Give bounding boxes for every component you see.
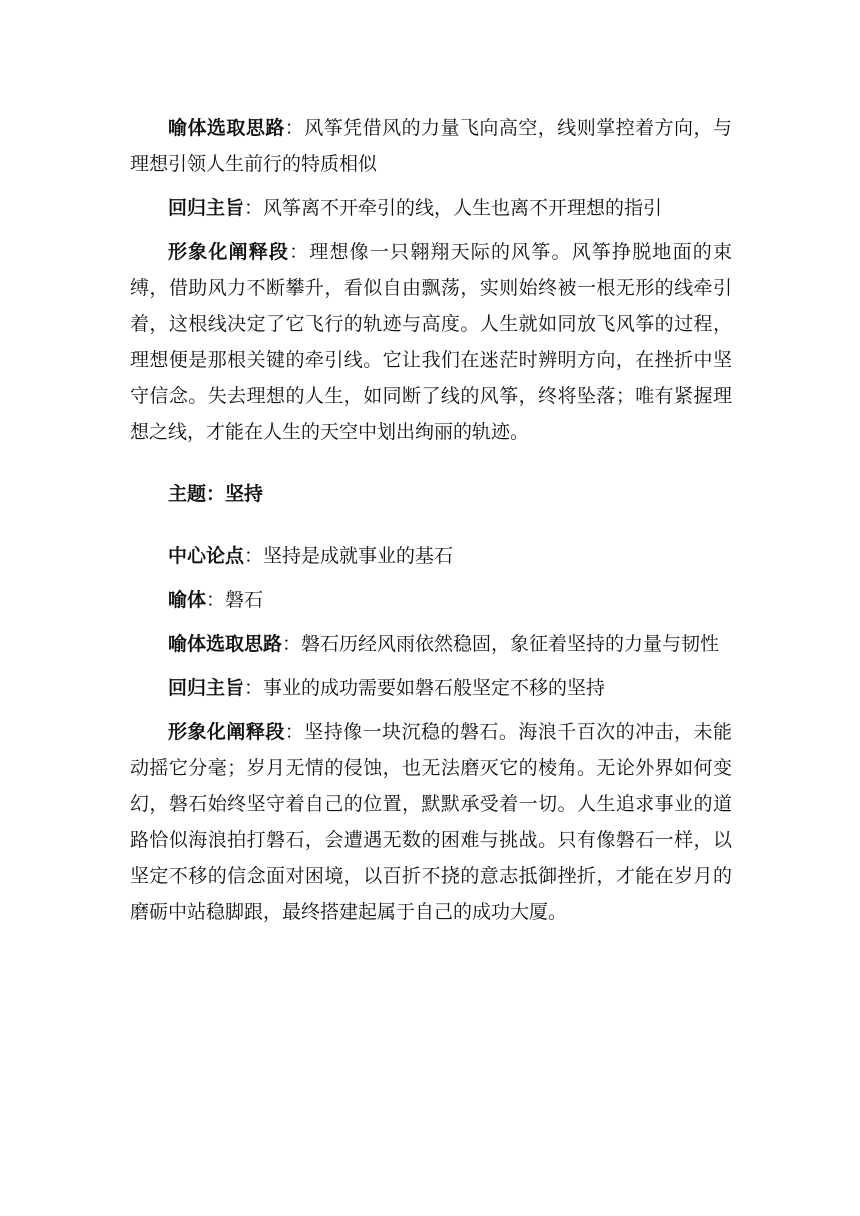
central-argument-text: 坚持是成就事业的基石 (263, 545, 454, 567)
rock-return-theme-label: 回归主旨 (168, 677, 245, 699)
vehicle-text: 磐石 (225, 589, 264, 611)
kite-return-theme-label: 回归主旨 (168, 197, 245, 219)
kite-vehicle-reason (130, 110, 732, 182)
rock-vehicle-reason-sep: ： (282, 633, 302, 655)
kite-imagery-label: 形象化阐释段 (168, 241, 290, 263)
rock-return-theme (130, 670, 732, 706)
rock-vehicle-reason (130, 626, 732, 662)
kite-return-theme-sep: ： (244, 197, 264, 219)
kite-imagery-paragraph (130, 234, 732, 450)
rock-imagery-paragraph (130, 714, 732, 930)
kite-vehicle-reason-text: 风筝凭借风的力量飞向高空，线则掌控着方向，与理想引领人生前行的特质相似 (130, 117, 732, 175)
rock-return-theme-sep: ： (244, 677, 264, 699)
rock-imagery-label: 形象化阐释段 (168, 721, 285, 743)
rock-imagery-text: 坚持像一块沉稳的磐石。海浪千百次的冲击，未能动摇它分毫；岁月无情的侵蚀，也无法磨灭它的棱角。无论外界如何变幻，磐石始终坚守着自己的位置，默默承受着一切。人生追求事业的道路恰似海浪拍打磐石，会遭遇无数的困难与挑战。只有像磐石一样，以坚定不移的信念面对困境，以百折不挠的意志抵御挫折，才能在岁月的磨砺中站稳脚跟，最终搭建起属于自己的成功大厦。 (130, 721, 732, 923)
kite-imagery-sep: ： (289, 241, 310, 263)
rock-imagery-sep: ： (284, 721, 305, 743)
central-argument (130, 538, 732, 574)
kite-vehicle-reason-sep: ： (284, 117, 305, 139)
document-page (130, 110, 732, 930)
rock-vehicle-reason-label: 喻体选取思路 (168, 633, 283, 655)
vehicle (130, 582, 732, 618)
central-argument-label: 中心论点 (168, 545, 245, 567)
kite-return-theme (130, 190, 732, 226)
kite-return-theme-text: 风筝离不开牵引的线，人生也离不开理想的指引 (263, 197, 663, 219)
kite-imagery-text: 理想像一只翱翔天际的风筝。风筝挣脱地面的束缚，借助风力不断攀升，看似自由飘荡，实则始终被一根无形的线牵引着，这根线决定了它飞行的轨迹与高度。人生就如同放飞风筝的过程，理想便是那根关键的牵引线。它让我们在迷茫时辨明方向，在挫折中坚守信念。失去理想的人生，如同断了线的风筝，终将坠落；唯有紧握理想之线，才能在人生的天空中划出绚丽的轨迹。 (130, 241, 732, 443)
vehicle-label: 喻体 (168, 589, 207, 611)
theme-heading-persistence: 主题：坚持 (168, 483, 264, 505)
central-argument-sep: ： (244, 545, 264, 567)
rock-vehicle-reason-text: 磐石历经风雨依然稳固，象征着坚持的力量与韧性 (301, 633, 720, 655)
vehicle-sep: ： (206, 589, 226, 611)
rock-return-theme-text: 事业的成功需要如磐石般坚定不移的坚持 (263, 677, 606, 699)
kite-vehicle-reason-label: 喻体选取思路 (168, 117, 285, 139)
